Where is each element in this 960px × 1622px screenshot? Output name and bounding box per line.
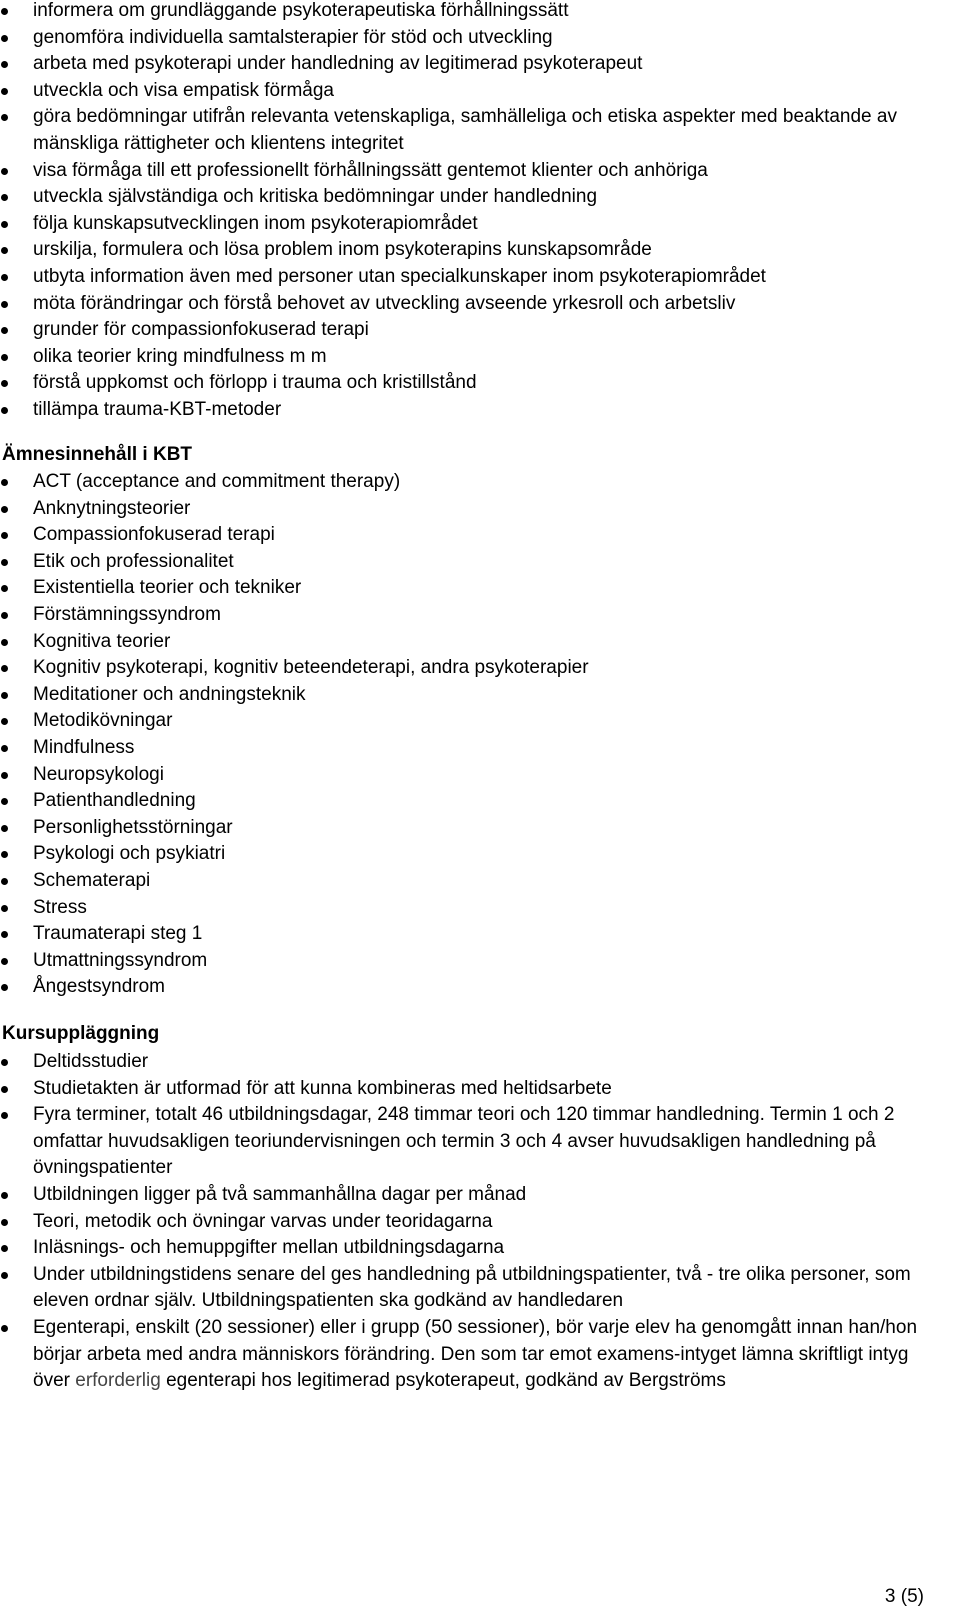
list-item-text: tillämpa trauma-KBT-metoder bbox=[33, 398, 282, 420]
bullet-icon bbox=[1, 1192, 8, 1199]
list-item bbox=[0, 921, 629, 948]
bullet-icon bbox=[1, 479, 8, 486]
bullet-icon bbox=[1, 905, 8, 912]
list-item-text: Ångestsyndrom bbox=[33, 976, 166, 998]
bullet-icon bbox=[1, 532, 8, 539]
list-item bbox=[0, 868, 629, 895]
list-item-text: Personlighetsstörningar bbox=[33, 816, 233, 838]
bullet-icon bbox=[1, 327, 8, 334]
page-number: 3 (5) bbox=[884, 1586, 924, 1607]
bullet-icon bbox=[1, 665, 8, 672]
list-item-text: Kognitiv psykoterapi, kognitiv beteendeterapi, andra psykoterapier bbox=[33, 657, 589, 679]
list-item-text: Teori, metodik och övningar varvas under teoridagarna bbox=[33, 1210, 493, 1232]
bullet-icon bbox=[1, 88, 8, 95]
bullet-icon bbox=[1, 772, 8, 779]
bullet-icon bbox=[1, 380, 8, 387]
list-item bbox=[0, 78, 960, 105]
bullet-icon bbox=[1, 1086, 8, 1093]
list-item-text: Inläsnings- och hemuppgifter mellan utbildningsdagarna bbox=[33, 1237, 505, 1259]
list-item bbox=[0, 1235, 960, 1262]
list-item-text: förstå uppkomst och förlopp i trauma och kristillstånd bbox=[33, 372, 477, 394]
bullet-icon bbox=[1, 585, 8, 592]
list-item-text: Mindfulness bbox=[33, 736, 135, 758]
list-item bbox=[0, 370, 960, 397]
list-item bbox=[0, 815, 629, 842]
bullet-icon bbox=[1, 878, 8, 885]
list-item bbox=[0, 708, 629, 735]
list-item bbox=[0, 735, 629, 762]
list-item-text-part: egenterapi hos legitimerad psykoterapeut, godkänd av Bergströms bbox=[160, 1370, 726, 1392]
list-item bbox=[0, 1049, 960, 1076]
list-item bbox=[0, 291, 960, 318]
list-item-text: möta förändringar och förstå behovet av utveckling avseende yrkesroll och arbetsliv bbox=[33, 292, 736, 314]
list-item bbox=[0, 762, 629, 789]
list-item-text: utveckla självständiga och kritiska bedömningar under handledning bbox=[33, 186, 598, 208]
bullet-icon bbox=[1, 559, 8, 566]
list-item bbox=[0, 1262, 960, 1315]
list-item-text-part: Egenterapi, enskilt (20 sessioner) eller i grupp (50 sessioner), bör varje elev ha genomgått innan han/hon börjar arbeta med andra människors förändring. Den som tar emot examens-intyget lämna skriftligt intyg över bbox=[33, 1316, 918, 1392]
list-item-text: Deltidsstudier bbox=[33, 1051, 149, 1072]
list-item-text: visa förmåga till ett professionellt förhållningssätt gentemot klienter och anhöriga bbox=[33, 159, 708, 181]
list-item-text: Kognitiva teorier bbox=[33, 630, 171, 652]
list-item-text: Studietakten är utformad för att kunna kombineras med heltidsarbete bbox=[33, 1077, 612, 1099]
list-item-text: utbyta information även med personer utan specialkunskaper inom psykoterapiområdet bbox=[33, 265, 766, 287]
bullet-icon bbox=[1, 1272, 8, 1279]
list-item bbox=[0, 496, 629, 523]
bullet-icon bbox=[1, 194, 8, 201]
bullet-icon bbox=[1, 221, 8, 228]
list-item-text: Förstämningssyndrom bbox=[33, 603, 221, 625]
bullet-icon bbox=[1, 984, 8, 991]
kursupplaggning-list bbox=[0, 1049, 960, 1395]
bullet-icon bbox=[1, 301, 8, 308]
list-item bbox=[0, 575, 629, 602]
list-item bbox=[0, 0, 960, 25]
list-item-text: göra bedömningar utifrån relevanta vetenskapliga, samhälleliga och etiska aspekter med beaktande av mänskliga rättigheter och klientens integritet bbox=[33, 106, 897, 154]
list-item-text: Psykologi och psykiatri bbox=[33, 843, 226, 865]
list-item-text: utveckla och visa empatisk förmåga bbox=[33, 79, 334, 101]
list-item-text: ACT (acceptance and commitment therapy) bbox=[33, 471, 401, 492]
bullet-icon bbox=[1, 274, 8, 281]
list-item bbox=[0, 788, 629, 815]
bullet-icon bbox=[1, 692, 8, 699]
list-item-text: Traumaterapi steg 1 bbox=[33, 923, 203, 945]
list-item bbox=[0, 104, 960, 157]
bullet-icon bbox=[1, 35, 8, 42]
bullet-icon bbox=[1, 958, 8, 965]
bullet-icon bbox=[1, 61, 8, 68]
list-item-text: följa kunskapsutvecklingen inom psykoterapiområdet bbox=[33, 212, 478, 234]
list-item-text: Metodikövningar bbox=[33, 710, 173, 732]
bullet-icon bbox=[1, 1325, 8, 1332]
amnesinnehall-list bbox=[0, 469, 629, 1001]
bullet-icon bbox=[1, 407, 8, 414]
bullet-icon bbox=[1, 1245, 8, 1252]
list-item bbox=[0, 522, 629, 549]
list-item bbox=[0, 344, 960, 371]
list-item bbox=[0, 655, 629, 682]
bullet-icon bbox=[1, 798, 8, 805]
bullet-icon bbox=[1, 354, 8, 361]
list-item bbox=[0, 895, 629, 922]
section-heading-amnesinnehall: Ämnesinnehåll i KBT bbox=[2, 444, 193, 465]
list-item-text: informera om grundläggande psykoterapeutiska förhållningssätt bbox=[33, 0, 569, 21]
list-item bbox=[0, 51, 960, 78]
bullet-icon bbox=[1, 1112, 8, 1119]
bullet-icon bbox=[1, 247, 8, 254]
list-item-text: Schematerapi bbox=[33, 869, 151, 891]
list-item-text: Stress bbox=[33, 896, 87, 918]
bullet-icon bbox=[1, 612, 8, 619]
list-item bbox=[0, 629, 629, 656]
list-item-text: Neuropsykologi bbox=[33, 763, 164, 785]
bullet-icon bbox=[1, 506, 8, 513]
bullet-icon bbox=[1, 851, 8, 858]
list-item-text: genomföra individuella samtalsterapier för stöd och utveckling bbox=[33, 26, 553, 48]
list-item-text: Patienthandledning bbox=[33, 790, 196, 812]
list-item bbox=[0, 602, 629, 629]
bullet-icon bbox=[1, 718, 8, 725]
list-item bbox=[0, 264, 960, 291]
highlighted-word: erforderlig bbox=[75, 1370, 161, 1392]
list-item bbox=[0, 974, 629, 1001]
list-item bbox=[0, 948, 629, 975]
list-item bbox=[0, 549, 629, 576]
list-item-text: Etik och professionalitet bbox=[33, 550, 234, 572]
list-item-text: Under utbildningstidens senare del ges handledning på utbildningspatienter, två - tre olika personer, som eleven ordnar själv. Utbildningspatienten ska godkänd av handledaren bbox=[33, 1263, 911, 1312]
bullet-icon bbox=[1, 8, 8, 15]
list-item bbox=[0, 469, 629, 496]
bullet-icon bbox=[1, 114, 8, 121]
list-item bbox=[0, 841, 629, 868]
list-item-text: Anknytningsteorier bbox=[33, 497, 191, 519]
list-item bbox=[0, 25, 960, 52]
list-item-text: olika teorier kring mindfulness m m bbox=[33, 345, 327, 367]
list-item-text: Fyra terminer, totalt 46 utbildningsdagar, 248 timmar teori och 120 timmar handledning. Termin 1 och 2 omfattar huvudsakligen teoriundervisningen och termin 3 och 4 avser huvudsakligen handledning på övningspatienter bbox=[33, 1104, 895, 1179]
list-item-text: Utmattningssyndrom bbox=[33, 949, 208, 971]
bullet-icon bbox=[1, 825, 8, 832]
bullet-icon bbox=[1, 1059, 8, 1066]
list-item bbox=[0, 1076, 960, 1103]
list-item-text: arbeta med psykoterapi under handledning av legitimerad psykoterapeut bbox=[33, 53, 643, 75]
section-heading-kursupplaggning: Kursuppläggning bbox=[2, 1023, 160, 1044]
list-item bbox=[0, 211, 960, 238]
list-item bbox=[0, 1209, 960, 1236]
bullet-icon bbox=[1, 168, 8, 175]
list-item-text: Existentiella teorier och tekniker bbox=[33, 577, 302, 599]
list-item-text: Compassionfokuserad terapi bbox=[33, 524, 275, 546]
list-item-text: Utbildningen ligger på två sammanhållna dagar per månad bbox=[33, 1183, 527, 1205]
list-item-text: Meditationer och andningsteknik bbox=[33, 683, 306, 705]
goals-list bbox=[0, 0, 960, 424]
list-item bbox=[0, 158, 960, 185]
bullet-icon bbox=[1, 931, 8, 938]
list-item bbox=[0, 682, 629, 709]
bullet-icon bbox=[1, 745, 8, 752]
list-item bbox=[0, 1182, 960, 1209]
list-item bbox=[0, 184, 960, 211]
list-item bbox=[0, 397, 960, 424]
list-item bbox=[0, 1315, 960, 1395]
bullet-icon bbox=[1, 1219, 8, 1226]
list-item bbox=[0, 1102, 960, 1182]
list-item bbox=[0, 317, 960, 344]
bullet-icon bbox=[1, 639, 8, 646]
list-item bbox=[0, 237, 960, 264]
list-item-text: grunder för compassionfokuserad terapi bbox=[33, 319, 369, 341]
list-item-text: urskilja, formulera och lösa problem inom psykoterapins kunskapsområde bbox=[33, 239, 652, 261]
